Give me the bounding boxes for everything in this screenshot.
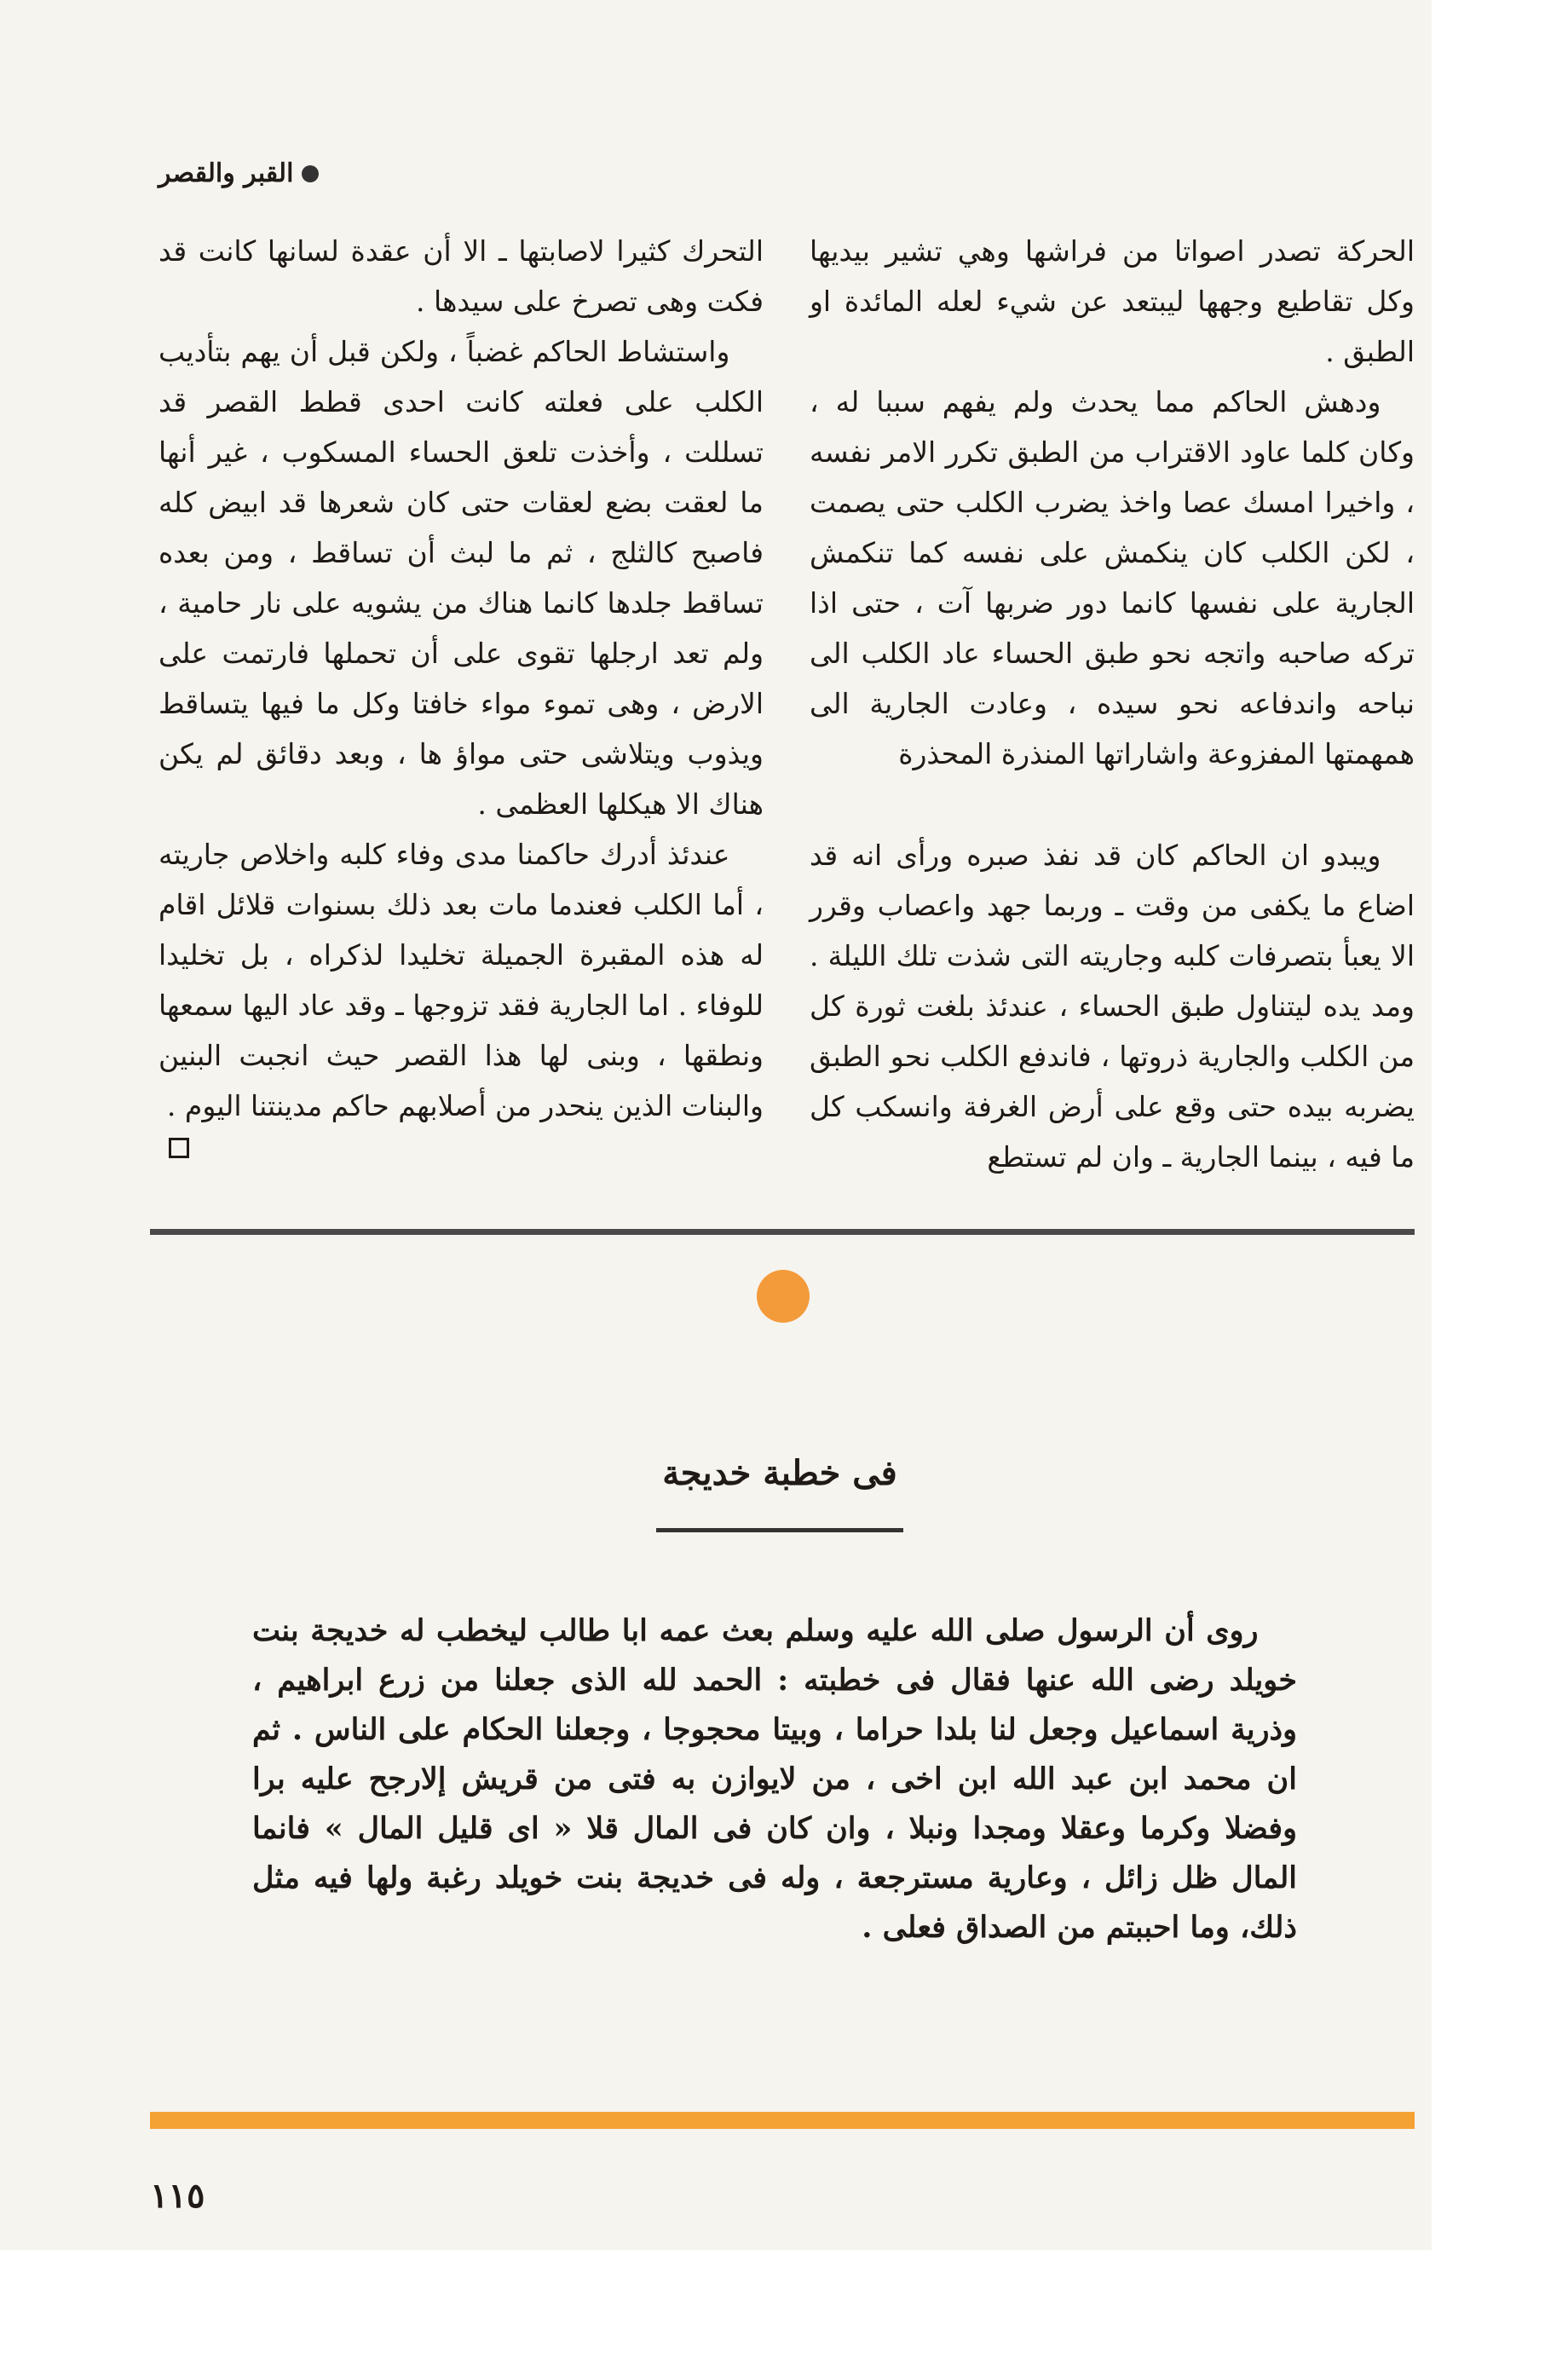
article-column-left [159, 226, 764, 1131]
paragraph: التحرك كثيرا لاصابتها ـ الا أن عقدة لسانها كانت قد فكت وهى تصرخ على سيدها . [159, 234, 764, 318]
footer-rule [150, 2112, 1415, 2129]
end-mark-icon [169, 1138, 189, 1158]
page-margin [1432, 0, 1568, 2359]
paragraph: ودهش الحاكم مما يحدث ولم يفهم سببا له ، وكان كلما عاود الاقتراب من الطبق تكرر الامر نفسه ، واخيرا امسك عصا واخذ يضرب الكلب حتى يصمت ، لكن الكلب كان ينكمش على نفسه كما تنكمش الجارية على نفسها كانما دور ضربها آت ، حتى اذا تركه صاحبه واتجه نحو طبق الحساء عاد الكلب الى نباحه واندفاعه نحو سيده ، وعادت الجارية الى همهمتها المفزوعة واشاراتها المنذرة المحذرة [810, 385, 1415, 770]
bullet-dot-icon [302, 165, 319, 182]
paragraph: واستشاط الحاكم غضباً ، ولكن قبل أن يهم بتأديب الكلب على فعلته كانت احدى قطط القصر قد تسللت ، وأخذت تلعق الحساء المسكوب ، غير أنها ما لعقت بضع لعقات حتى كان شعرها قد ابيض كله فاصبح كالثلج ، ثم ما لبث أن تساقط ، ومن بعده تساقط جلدها كانما هناك من يشويه على نار حامية ، ولم تعد ارجلها تقوى على أن تحملها فارتمت على الارض ، وهى تموء مواء خافتا وكل ما فيها يتساقط ويذوب ويتلاشى حتى مواؤ ها ، وبعد دقائق لم يكن هناك الا هيكلها العظمى . [159, 335, 764, 821]
running-title: القبر والقصر [159, 159, 294, 188]
paragraph: عندئذ أدرك حاكمنا مدى وفاء كلبه واخلاص جاريته ، أما الكلب فعندما مات بعد ذلك بسنوات قلائل اقام له هذه المقبرة الجميلة تخليدا لذكراه ، بل تخليدا للوفاء . اما الجارية فقد تزوجها ـ وقد عاد اليها سمعها ونطقها ، وبنى لها هذا القصر حيث انجبت البنين والبنات الذين ينحدر من أصلابهم حاكم مدينتنا اليوم . [159, 838, 764, 1122]
running-header [159, 159, 319, 188]
paragraph: الحركة تصدر اصواتا من فراشها وهي تشير بيديها وكل تقاطيع وجهها ليبتعد عن شيء لعله المائدة او الطبق . [810, 234, 1415, 368]
section-title: فى خطبة خديجة [662, 1453, 897, 1493]
orange-dot-icon [757, 1270, 810, 1323]
article-column-right [810, 226, 1415, 1182]
page-number: ١١٥ [150, 2176, 205, 2216]
title-underline [656, 1528, 903, 1532]
paragraph: روى أن الرسول صلى الله عليه وسلم بعث عمه ابا طالب ليخطب له خديجة بنت خويلد رضى الله عنها فقال فى خطبته : الحمد لله الذى جعلنا من زرع ابراهيم ، وذرية اسماعيل وجعل لنا بلدا حراما ، وبيتا محجوجا ، وجعلنا الحكام على الناس . ثم ان محمد ابن عبد الله ابن اخى ، من لايوازن به فتى من قريش إلارجح عليه برا وفضلا وكرما وعقلا ومجدا ونبلا ، وان كان فى المال قلا « اى قليل المال » فانما المال ظل زائل ، وعارية مسترجعة ، وله فى خديجة بنت خويلد رغبة ولها فيه مثل ذلك، وما احببتم من الصداق فعلى . [252, 1613, 1297, 1945]
section-body [252, 1606, 1297, 1952]
paragraph: ويبدو ان الحاكم كان قد نفذ صبره ورأى انه قد اضاع ما يكفى من وقت ـ وربما جهد واعصاب وقرر الا يعبأ بتصرفات كلبه وجاريته التى شذت تلك الليلة . ومد يده ليتناول طبق الحساء ، عندئذ بلغت ثورة كل من الكلب والجارية ذروتها ، فاندفع الكلب نحو الطبق يضربه بيده حتى وقع على أرض الغرفة وانسكب كل ما فيه ، بينما الجارية ـ وان لم تستطع [810, 839, 1415, 1174]
section-divider [150, 1229, 1415, 1235]
